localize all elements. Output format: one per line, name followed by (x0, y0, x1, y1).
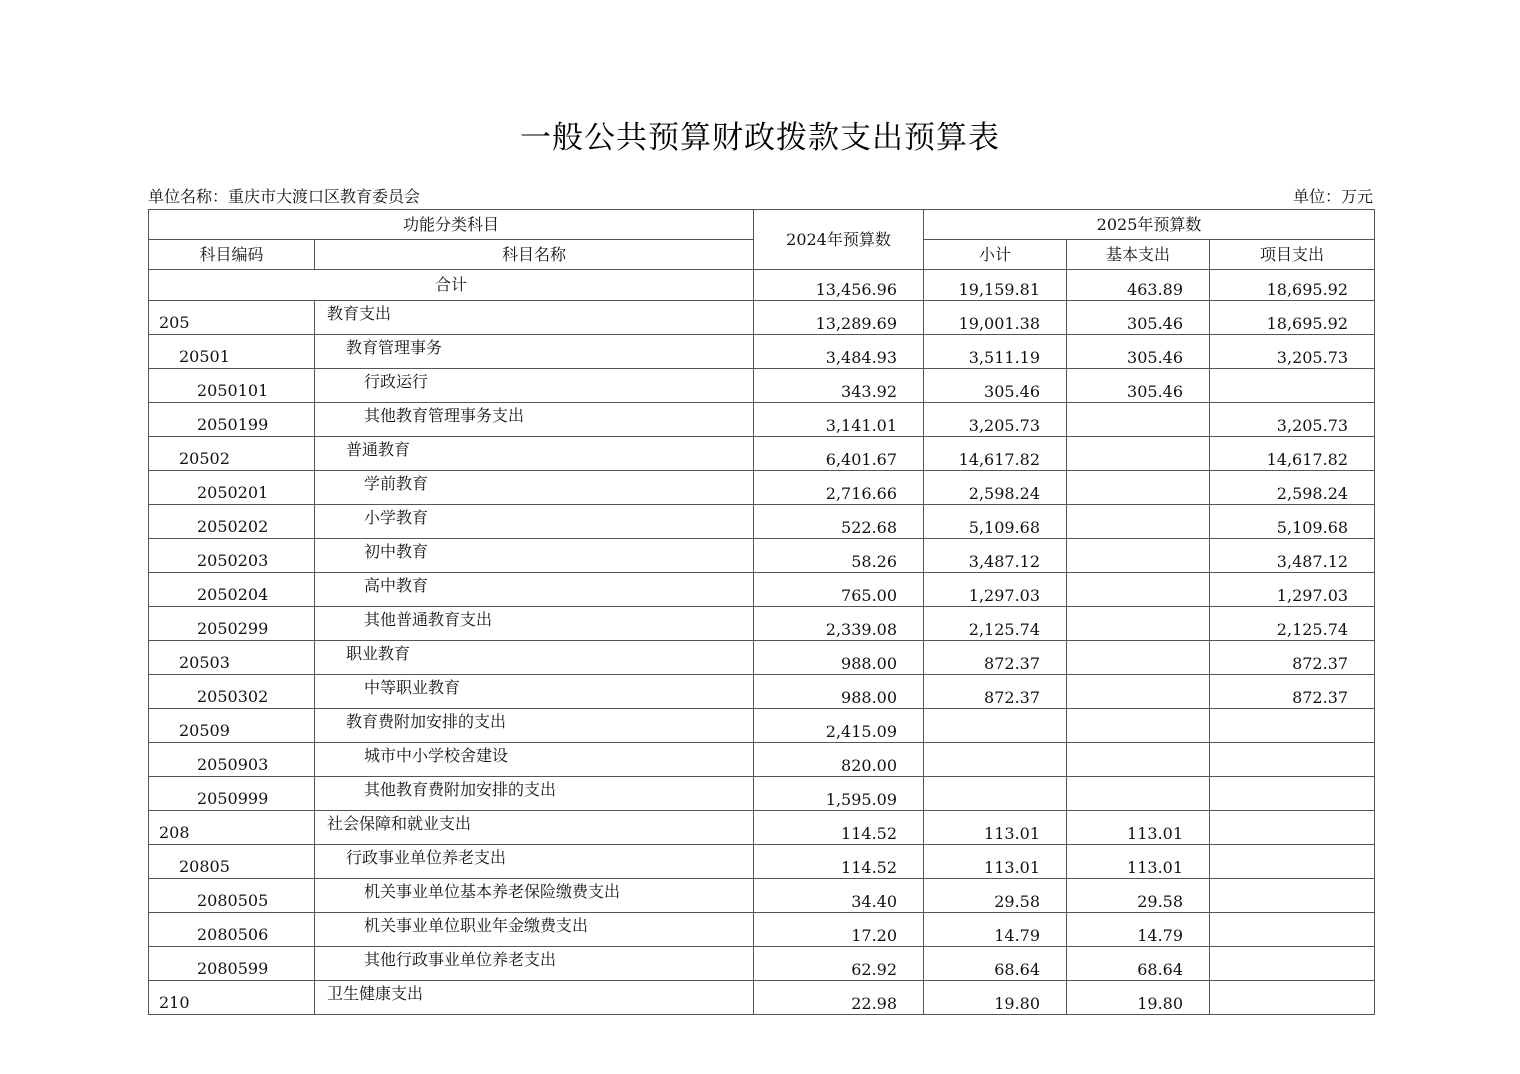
row-basic-2025 (1067, 709, 1210, 743)
row-project-2025 (1210, 947, 1375, 981)
row-project-2025 (1210, 369, 1375, 403)
row-budget-2024: 2,716.66 (754, 471, 924, 505)
row-subtotal-2025: 29.58 (924, 879, 1067, 913)
row-code: 20509 (149, 709, 315, 743)
row-project-2025: 3,205.73 (1210, 403, 1375, 437)
row-code: 2050199 (149, 403, 315, 437)
row-name: 小学教育 (315, 505, 754, 539)
row-budget-2024: 1,595.09 (754, 777, 924, 811)
row-basic-2025 (1067, 573, 1210, 607)
header-project: 项目支出 (1210, 240, 1375, 270)
row-basic-2025: 68.64 (1067, 947, 1210, 981)
table-row (149, 777, 1375, 811)
row-subtotal-2025: 68.64 (924, 947, 1067, 981)
row-code: 2080505 (149, 879, 315, 913)
table-row (149, 811, 1375, 845)
row-name: 教育费附加安排的支出 (315, 709, 754, 743)
table-row (149, 505, 1375, 539)
row-code: 210 (149, 981, 315, 1015)
row-subtotal-2025: 14.79 (924, 913, 1067, 947)
row-project-2025: 14,617.82 (1210, 437, 1375, 471)
header-basic: 基本支出 (1067, 240, 1210, 270)
table-row (149, 335, 1375, 369)
row-name: 其他教育费附加安排的支出 (315, 777, 754, 811)
row-name: 卫生健康支出 (315, 981, 754, 1015)
table-row (149, 675, 1375, 709)
row-subtotal-2025: 19,001.38 (924, 301, 1067, 335)
table-row (149, 981, 1375, 1015)
header-budget-2024: 2024年预算数 (754, 210, 924, 270)
row-name: 其他教育管理事务支出 (315, 403, 754, 437)
row-basic-2025: 305.46 (1067, 301, 1210, 335)
row-subtotal-2025: 14,617.82 (924, 437, 1067, 471)
table-row (149, 845, 1375, 879)
row-code: 20501 (149, 335, 315, 369)
row-budget-2024: 13,289.69 (754, 301, 924, 335)
row-basic-2025: 19.80 (1067, 981, 1210, 1015)
row-budget-2024: 22.98 (754, 981, 924, 1015)
header-name: 科目名称 (315, 240, 754, 270)
row-basic-2025 (1067, 607, 1210, 641)
row-basic-2025 (1067, 505, 1210, 539)
row-subtotal-2025: 113.01 (924, 845, 1067, 879)
row-project-2025 (1210, 709, 1375, 743)
row-name: 城市中小学校舍建设 (315, 743, 754, 777)
row-budget-2024: 2,415.09 (754, 709, 924, 743)
row-project-2025: 3,205.73 (1210, 335, 1375, 369)
row-budget-2024: 3,484.93 (754, 335, 924, 369)
row-name: 行政事业单位养老支出 (315, 845, 754, 879)
header-function-category: 功能分类科目 (149, 210, 754, 240)
row-project-2025: 3,487.12 (1210, 539, 1375, 573)
row-name: 中等职业教育 (315, 675, 754, 709)
row-subtotal-2025 (924, 743, 1067, 777)
header-row-1 (149, 210, 1375, 240)
row-budget-2024: 6,401.67 (754, 437, 924, 471)
row-name: 教育管理事务 (315, 335, 754, 369)
row-code: 2050299 (149, 607, 315, 641)
row-subtotal-2025: 2,598.24 (924, 471, 1067, 505)
row-project-2025 (1210, 743, 1375, 777)
row-name: 社会保障和就业支出 (315, 811, 754, 845)
row-subtotal-2025: 19.80 (924, 981, 1067, 1015)
row-name: 学前教育 (315, 471, 754, 505)
row-code: 2050203 (149, 539, 315, 573)
row-project-2025: 2,125.74 (1210, 607, 1375, 641)
total-row (149, 270, 1375, 301)
row-budget-2024: 765.00 (754, 573, 924, 607)
row-basic-2025 (1067, 777, 1210, 811)
row-project-2025: 5,109.68 (1210, 505, 1375, 539)
row-subtotal-2025: 2,125.74 (924, 607, 1067, 641)
row-budget-2024: 114.52 (754, 811, 924, 845)
row-basic-2025: 305.46 (1067, 369, 1210, 403)
row-basic-2025: 113.01 (1067, 811, 1210, 845)
row-code: 205 (149, 301, 315, 335)
row-subtotal-2025 (924, 777, 1067, 811)
row-budget-2024: 522.68 (754, 505, 924, 539)
row-project-2025: 2,598.24 (1210, 471, 1375, 505)
row-budget-2024: 2,339.08 (754, 607, 924, 641)
row-budget-2024: 58.26 (754, 539, 924, 573)
row-subtotal-2025: 872.37 (924, 641, 1067, 675)
row-subtotal-2025: 3,511.19 (924, 335, 1067, 369)
row-subtotal-2025: 305.46 (924, 369, 1067, 403)
row-code: 2050204 (149, 573, 315, 607)
total-2024: 13,456.96 (754, 270, 924, 301)
table-row (149, 301, 1375, 335)
table-row (149, 403, 1375, 437)
header-subtotal: 小计 (924, 240, 1067, 270)
row-budget-2024: 62.92 (754, 947, 924, 981)
row-basic-2025: 29.58 (1067, 879, 1210, 913)
unit-name-label: 单位名称：重庆市大渡口区教育委员会 (148, 187, 421, 206)
row-basic-2025: 14.79 (1067, 913, 1210, 947)
row-basic-2025: 305.46 (1067, 335, 1210, 369)
row-basic-2025 (1067, 437, 1210, 471)
row-basic-2025: 113.01 (1067, 845, 1210, 879)
row-basic-2025 (1067, 743, 1210, 777)
page-title: 一般公共预算财政拨款支出预算表 (520, 120, 1000, 156)
row-subtotal-2025: 5,109.68 (924, 505, 1067, 539)
row-basic-2025 (1067, 471, 1210, 505)
row-budget-2024: 988.00 (754, 641, 924, 675)
row-subtotal-2025: 3,205.73 (924, 403, 1067, 437)
header-code: 科目编码 (149, 240, 315, 270)
row-code: 20805 (149, 845, 315, 879)
row-name: 教育支出 (315, 301, 754, 335)
unit-label: 单位：万元 (1292, 187, 1373, 206)
row-code: 2050101 (149, 369, 315, 403)
row-name: 行政运行 (315, 369, 754, 403)
total-project: 18,695.92 (1210, 270, 1375, 301)
row-name: 其他普通教育支出 (315, 607, 754, 641)
row-subtotal-2025: 113.01 (924, 811, 1067, 845)
row-code: 2050302 (149, 675, 315, 709)
row-subtotal-2025: 1,297.03 (924, 573, 1067, 607)
table-row (149, 743, 1375, 777)
row-name: 职业教育 (315, 641, 754, 675)
row-subtotal-2025: 872.37 (924, 675, 1067, 709)
row-code: 2050999 (149, 777, 315, 811)
row-code: 2050903 (149, 743, 315, 777)
row-budget-2024: 34.40 (754, 879, 924, 913)
row-budget-2024: 3,141.01 (754, 403, 924, 437)
row-code: 2050201 (149, 471, 315, 505)
row-name: 普通教育 (315, 437, 754, 471)
header-budget-2025: 2025年预算数 (924, 210, 1375, 240)
row-code: 2080506 (149, 913, 315, 947)
row-name: 其他行政事业单位养老支出 (315, 947, 754, 981)
row-budget-2024: 988.00 (754, 675, 924, 709)
row-project-2025: 872.37 (1210, 641, 1375, 675)
table-row (149, 607, 1375, 641)
row-project-2025 (1210, 811, 1375, 845)
row-budget-2024: 17.20 (754, 913, 924, 947)
row-name: 初中教育 (315, 539, 754, 573)
row-subtotal-2025 (924, 709, 1067, 743)
row-project-2025 (1210, 913, 1375, 947)
table-row (149, 879, 1375, 913)
row-name: 机关事业单位职业年金缴费支出 (315, 913, 754, 947)
total-basic: 463.89 (1067, 270, 1210, 301)
row-code: 2080599 (149, 947, 315, 981)
row-code: 20503 (149, 641, 315, 675)
row-code: 2050202 (149, 505, 315, 539)
table-row (149, 437, 1375, 471)
row-basic-2025 (1067, 675, 1210, 709)
table-row (149, 573, 1375, 607)
total-label: 合计 (149, 270, 754, 301)
row-basic-2025 (1067, 539, 1210, 573)
row-name: 机关事业单位基本养老保险缴费支出 (315, 879, 754, 913)
row-project-2025: 1,297.03 (1210, 573, 1375, 607)
row-budget-2024: 820.00 (754, 743, 924, 777)
row-name: 高中教育 (315, 573, 754, 607)
row-project-2025 (1210, 845, 1375, 879)
row-code: 208 (149, 811, 315, 845)
row-code: 20502 (149, 437, 315, 471)
row-budget-2024: 343.92 (754, 369, 924, 403)
table-row (149, 471, 1375, 505)
table-row (149, 641, 1375, 675)
table-body (149, 270, 1375, 1015)
row-budget-2024: 114.52 (754, 845, 924, 879)
row-basic-2025 (1067, 403, 1210, 437)
budget-table (148, 209, 1375, 1015)
table-row (149, 913, 1375, 947)
total-subtotal: 19,159.81 (924, 270, 1067, 301)
row-project-2025 (1210, 981, 1375, 1015)
row-project-2025 (1210, 879, 1375, 913)
table-row (149, 947, 1375, 981)
row-basic-2025 (1067, 641, 1210, 675)
row-project-2025: 18,695.92 (1210, 301, 1375, 335)
row-project-2025 (1210, 777, 1375, 811)
row-project-2025: 872.37 (1210, 675, 1375, 709)
row-subtotal-2025: 3,487.12 (924, 539, 1067, 573)
table-row (149, 539, 1375, 573)
table-row (149, 369, 1375, 403)
table-row (149, 709, 1375, 743)
